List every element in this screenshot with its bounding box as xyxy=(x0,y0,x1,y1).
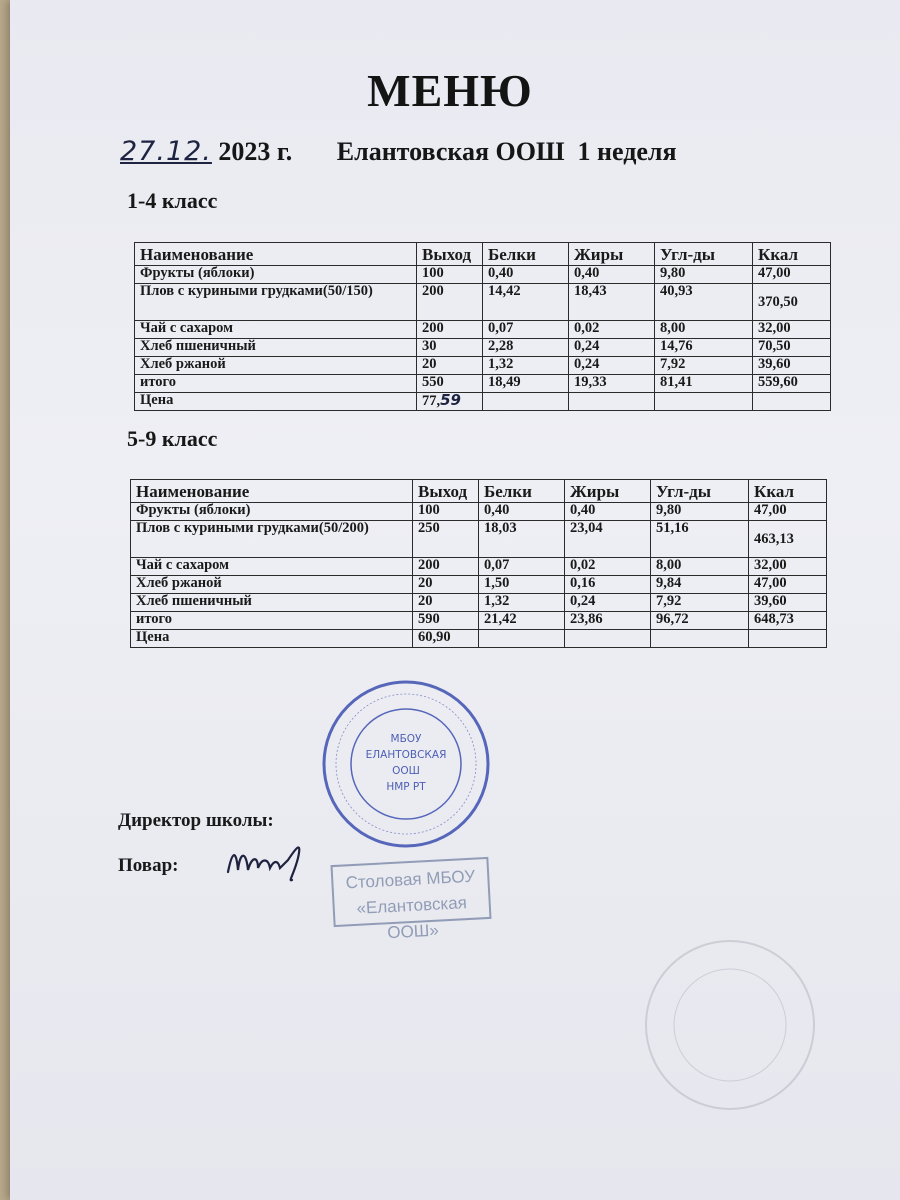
cell-fat: 18,43 xyxy=(569,284,655,321)
cell-protein: 18,03 xyxy=(479,521,565,558)
cell-fat: 0,02 xyxy=(565,558,651,576)
header-kcal: Ккал xyxy=(753,243,831,266)
cell-carbs: 51,16 xyxy=(651,521,749,558)
table-row-price xyxy=(131,630,827,648)
cell-name: Фрукты (яблоки) xyxy=(135,266,417,284)
cell-kcal: 32,00 xyxy=(749,558,827,576)
cell-output: 100 xyxy=(413,503,479,521)
cell-protein: 1,32 xyxy=(483,357,569,375)
cell-output: 100 xyxy=(417,266,483,284)
page-title: МЕНЮ xyxy=(367,65,533,116)
cell-name: итого xyxy=(131,612,413,630)
cell-fat: 23,04 xyxy=(565,521,651,558)
header-protein: Белки xyxy=(483,243,569,266)
cook-signature xyxy=(218,830,318,886)
cook-label: Повар: xyxy=(118,855,179,876)
price-printed: 77, xyxy=(422,393,441,409)
table-row xyxy=(131,558,827,576)
cell-kcal: 463,13 xyxy=(749,521,827,558)
table-row xyxy=(135,321,831,339)
cell-kcal: 32,00 xyxy=(753,321,831,339)
section-label-5-9: 5-9 класс xyxy=(127,426,218,451)
week-text: 1 неделя xyxy=(577,137,677,166)
cell-fat: 23,86 xyxy=(565,612,651,630)
price-handwritten: 59 xyxy=(440,392,461,409)
seal-line3: ООШ xyxy=(392,765,420,777)
header-output: Выход xyxy=(417,243,483,266)
header-kcal: Ккал xyxy=(749,480,827,503)
menu-table-1-4 xyxy=(134,242,831,411)
seal-line2: ЕЛАНТОВСКАЯ xyxy=(365,749,447,761)
cell-fat: 0,24 xyxy=(569,339,655,357)
cell-carbs: 7,92 xyxy=(651,594,749,612)
cell-kcal: 39,60 xyxy=(749,594,827,612)
cell-name: Плов с куриными грудками(50/150) xyxy=(135,284,417,321)
cell-carbs: 8,00 xyxy=(651,558,749,576)
cell-price: 60,90 xyxy=(413,630,479,648)
cell-carbs: 7,92 xyxy=(655,357,753,375)
cell-fat: 19,33 xyxy=(569,375,655,393)
cell-name: Фрукты (яблоки) xyxy=(131,503,413,521)
cell-carbs: 81,41 xyxy=(655,375,753,393)
cell-name: Чай с сахаром xyxy=(135,321,417,339)
canteen-stamp xyxy=(330,857,491,943)
cell-carbs: 40,93 xyxy=(655,284,753,321)
table-row xyxy=(135,266,831,284)
header-carbs: Угл-ды xyxy=(655,243,753,266)
cell-name: Хлеб пшеничный xyxy=(135,339,417,357)
cell-fat: 0,16 xyxy=(565,576,651,594)
director-label: Директор школы: xyxy=(118,810,274,831)
cell-empty xyxy=(569,393,655,411)
cell-carbs: 8,00 xyxy=(655,321,753,339)
cell-kcal: 47,00 xyxy=(749,576,827,594)
table-row-total xyxy=(135,375,831,393)
table-header-row xyxy=(135,243,831,266)
section-label-1-4: 1-4 класс xyxy=(127,188,218,213)
cell-protein: 1,50 xyxy=(479,576,565,594)
cell-protein: 0,40 xyxy=(483,266,569,284)
table-row xyxy=(135,357,831,375)
cell-carbs: 14,76 xyxy=(655,339,753,357)
cell-kcal: 47,00 xyxy=(749,503,827,521)
seal-line1: МБОУ xyxy=(390,733,422,745)
faded-seal-bleedthrough xyxy=(640,935,820,1115)
header-protein: Белки xyxy=(479,480,565,503)
table-row xyxy=(131,594,827,612)
handwritten-date: 27.12. xyxy=(120,136,212,167)
cell-output: 550 xyxy=(417,375,483,393)
cell-protein: 1,32 xyxy=(479,594,565,612)
table-row-total xyxy=(131,612,827,630)
cell-output: 200 xyxy=(417,321,483,339)
cell-fat: 0,24 xyxy=(565,594,651,612)
cell-price-label: Цена xyxy=(135,393,417,411)
table-row-price xyxy=(135,393,831,411)
cell-protein: 0,07 xyxy=(483,321,569,339)
header-fat: Жиры xyxy=(569,243,655,266)
cell-kcal: 648,73 xyxy=(749,612,827,630)
cell-empty xyxy=(483,393,569,411)
cell-kcal: 559,60 xyxy=(753,375,831,393)
cell-protein: 14,42 xyxy=(483,284,569,321)
cell-name: итого xyxy=(135,375,417,393)
header-carbs: Угл-ды xyxy=(651,480,749,503)
cell-empty xyxy=(565,630,651,648)
cell-kcal: 39,60 xyxy=(753,357,831,375)
cell-output: 20 xyxy=(417,357,483,375)
official-round-seal xyxy=(320,678,492,850)
table-row xyxy=(135,284,831,321)
date-line xyxy=(120,136,677,167)
cell-carbs: 9,84 xyxy=(651,576,749,594)
cell-protein: 21,42 xyxy=(479,612,565,630)
year-text: 2023 г. xyxy=(218,137,293,166)
cell-name: Хлеб ржаной xyxy=(135,357,417,375)
cell-price-label: Цена xyxy=(131,630,413,648)
table-row xyxy=(131,576,827,594)
cell-fat: 0,24 xyxy=(569,357,655,375)
cell-carbs: 96,72 xyxy=(651,612,749,630)
stamp-line1: Столовая МБОУ xyxy=(345,866,476,893)
menu-table-5-9 xyxy=(130,479,827,648)
cell-output: 20 xyxy=(413,576,479,594)
stamp-line2: «Елантовская ООШ» xyxy=(356,893,468,943)
cell-name: Чай с сахаром xyxy=(131,558,413,576)
cell-empty xyxy=(753,393,831,411)
cell-protein: 18,49 xyxy=(483,375,569,393)
cell-output: 20 xyxy=(413,594,479,612)
cell-price xyxy=(417,393,483,411)
cell-protein: 0,40 xyxy=(479,503,565,521)
cell-fat: 0,40 xyxy=(569,266,655,284)
cell-output: 250 xyxy=(413,521,479,558)
cell-empty xyxy=(651,630,749,648)
cell-name: Хлеб пшеничный xyxy=(131,594,413,612)
cell-protein: 2,28 xyxy=(483,339,569,357)
cell-empty xyxy=(749,630,827,648)
cell-fat: 0,40 xyxy=(565,503,651,521)
table-row xyxy=(131,503,827,521)
seal-line4: НМР РТ xyxy=(386,781,426,793)
cell-output: 590 xyxy=(413,612,479,630)
cell-carbs: 9,80 xyxy=(651,503,749,521)
header-fat: Жиры xyxy=(565,480,651,503)
table-row xyxy=(131,521,827,558)
cell-protein: 0,07 xyxy=(479,558,565,576)
header-name: Наименование xyxy=(131,480,413,503)
cell-output: 200 xyxy=(417,284,483,321)
cell-output: 200 xyxy=(413,558,479,576)
table-row xyxy=(135,339,831,357)
cell-name: Хлеб ржаной xyxy=(131,576,413,594)
cell-kcal: 70,50 xyxy=(753,339,831,357)
header-name: Наименование xyxy=(135,243,417,266)
school-name: Елантовская ООШ xyxy=(336,137,565,166)
cell-fat: 0,02 xyxy=(569,321,655,339)
cell-empty xyxy=(655,393,753,411)
header-output: Выход xyxy=(413,480,479,503)
table-header-row xyxy=(131,480,827,503)
cell-kcal: 370,50 xyxy=(753,284,831,321)
cell-kcal: 47,00 xyxy=(753,266,831,284)
cell-output: 30 xyxy=(417,339,483,357)
cell-carbs: 9,80 xyxy=(655,266,753,284)
cell-name: Плов с куриными грудками(50/200) xyxy=(131,521,413,558)
cell-empty xyxy=(479,630,565,648)
